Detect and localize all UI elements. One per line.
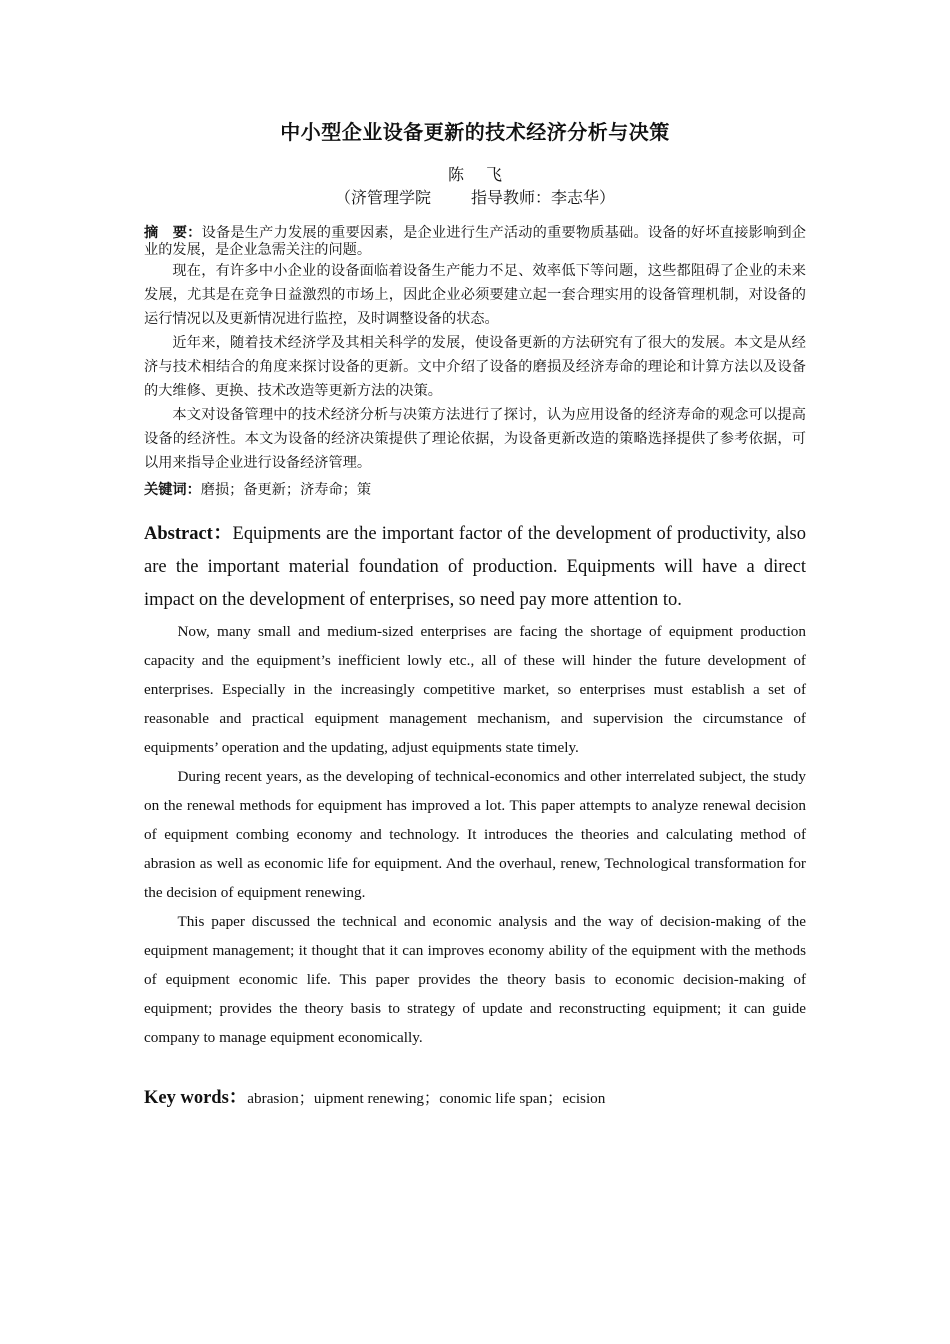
en-abstract-paragraph-4: This paper discussed the technical and economic analysis and the way of decision-making of the equipment management; it thought that it can improves economy ability of the equipment with the methods of equipment economic life. This paper provides the theory basis to economic decision-making of equipment; provides the theory basis to strategy of update and reconstructing equipment; it can guide company to manage equipment economically. <box>144 913 806 1046</box>
cn-abstract-label: 摘 要： <box>144 225 202 241</box>
en-keywords-text: abrasion；uipment renewing；conomic life span；ecision <box>247 1090 606 1107</box>
affiliation-line <box>144 185 806 208</box>
author-surname: 陈 <box>447 165 464 184</box>
cn-abstract-first-paragraph <box>144 225 806 259</box>
english-abstract <box>144 518 806 1052</box>
cn-keywords-line <box>144 478 806 502</box>
cn-abstract-first-text: 设备是生产力发展的重要因素，是企业进行生产活动的重要物质基础。设备的好坏直接影响到企业的发展，是企业急需关注的问题。 <box>144 225 806 258</box>
affiliation-school: （济管理学院 <box>334 188 431 207</box>
paper-title: 中小型企业设备更新的技术经济分析与决策 <box>280 120 670 144</box>
cn-keywords-label: 关键词： <box>144 482 201 498</box>
en-abstract-paragraph-3: During recent years, as the developing of technical-economics and other interrelated subject, the study on the renewal methods for equipment has improved a lot. This paper attempts to analyze renewal decision of equipment combing economy and technology. It introduces the theories and calculating method of abrasion as well as economic life for equipment. And the overhaul, renew, Technological transformation for the decision of equipment renewing. <box>144 768 806 901</box>
author-given-name: 飞 <box>486 165 503 184</box>
affiliation-advisor: 指导教师：李志华） <box>471 188 616 207</box>
chinese-abstract <box>144 225 806 502</box>
author-line <box>144 162 806 185</box>
en-abstract-first-text: Equipments are the important factor of the development of productivity, also are the important material foundation of production. Equipments will have a direct impact on the development of enterprises, so need pay more attention to. <box>144 524 807 610</box>
en-abstract-first-paragraph <box>144 518 806 617</box>
cn-abstract-paragraph-4: 本文对设备管理中的技术经济分析与决策方法进行了探讨，认为应用设备的经济寿命的观念可以提高设备的经济性。本文为设备的经济决策提供了理论依据，为设备更新改造的策略选择提供了参考依据，可以用来指导企业进行设备经济管理。 <box>144 407 806 471</box>
en-keywords-line <box>144 1083 806 1109</box>
en-abstract-label: Abstract： <box>144 524 233 544</box>
cn-keywords-text: 磨损；备更新；济寿命；策 <box>200 482 372 498</box>
en-keywords-label: Key words： <box>144 1088 248 1108</box>
cn-abstract-paragraph-2: 现在，有许多中小企业的设备面临着设备生产能力不足、效率低下等问题，这些都阻碍了企业的未来发展，尤其是在竞争日益激烈的市场上，因此企业必须要建立起一套合理实用的设备管理机制，对设备的运行情况以及更新情况进行监控，及时调整设备的状态。 <box>144 263 806 327</box>
cn-abstract-paragraph-3: 近年来，随着技术经济学及其相关科学的发展，使设备更新的方法研究有了很大的发展。本文是从经济与技术相结合的角度来探讨设备的更新。文中介绍了设备的磨损及经济寿命的理论和计算方法以及设备的大维修、更换、技术改造等更新方法的决策。 <box>144 335 806 399</box>
en-abstract-paragraph-2: Now, many small and medium-sized enterprises are facing the shortage of equipment production capacity and the equipment’s inefficient lowly etc., all of these will hinder the future development of enterprises. Especially in the increasingly competitive market, so enterprises must establish a set of reasonable and practical equipment management mechanism, and supervision the circumstance of equipments’ operation and the updating, adjust equipments state timely. <box>144 623 806 756</box>
